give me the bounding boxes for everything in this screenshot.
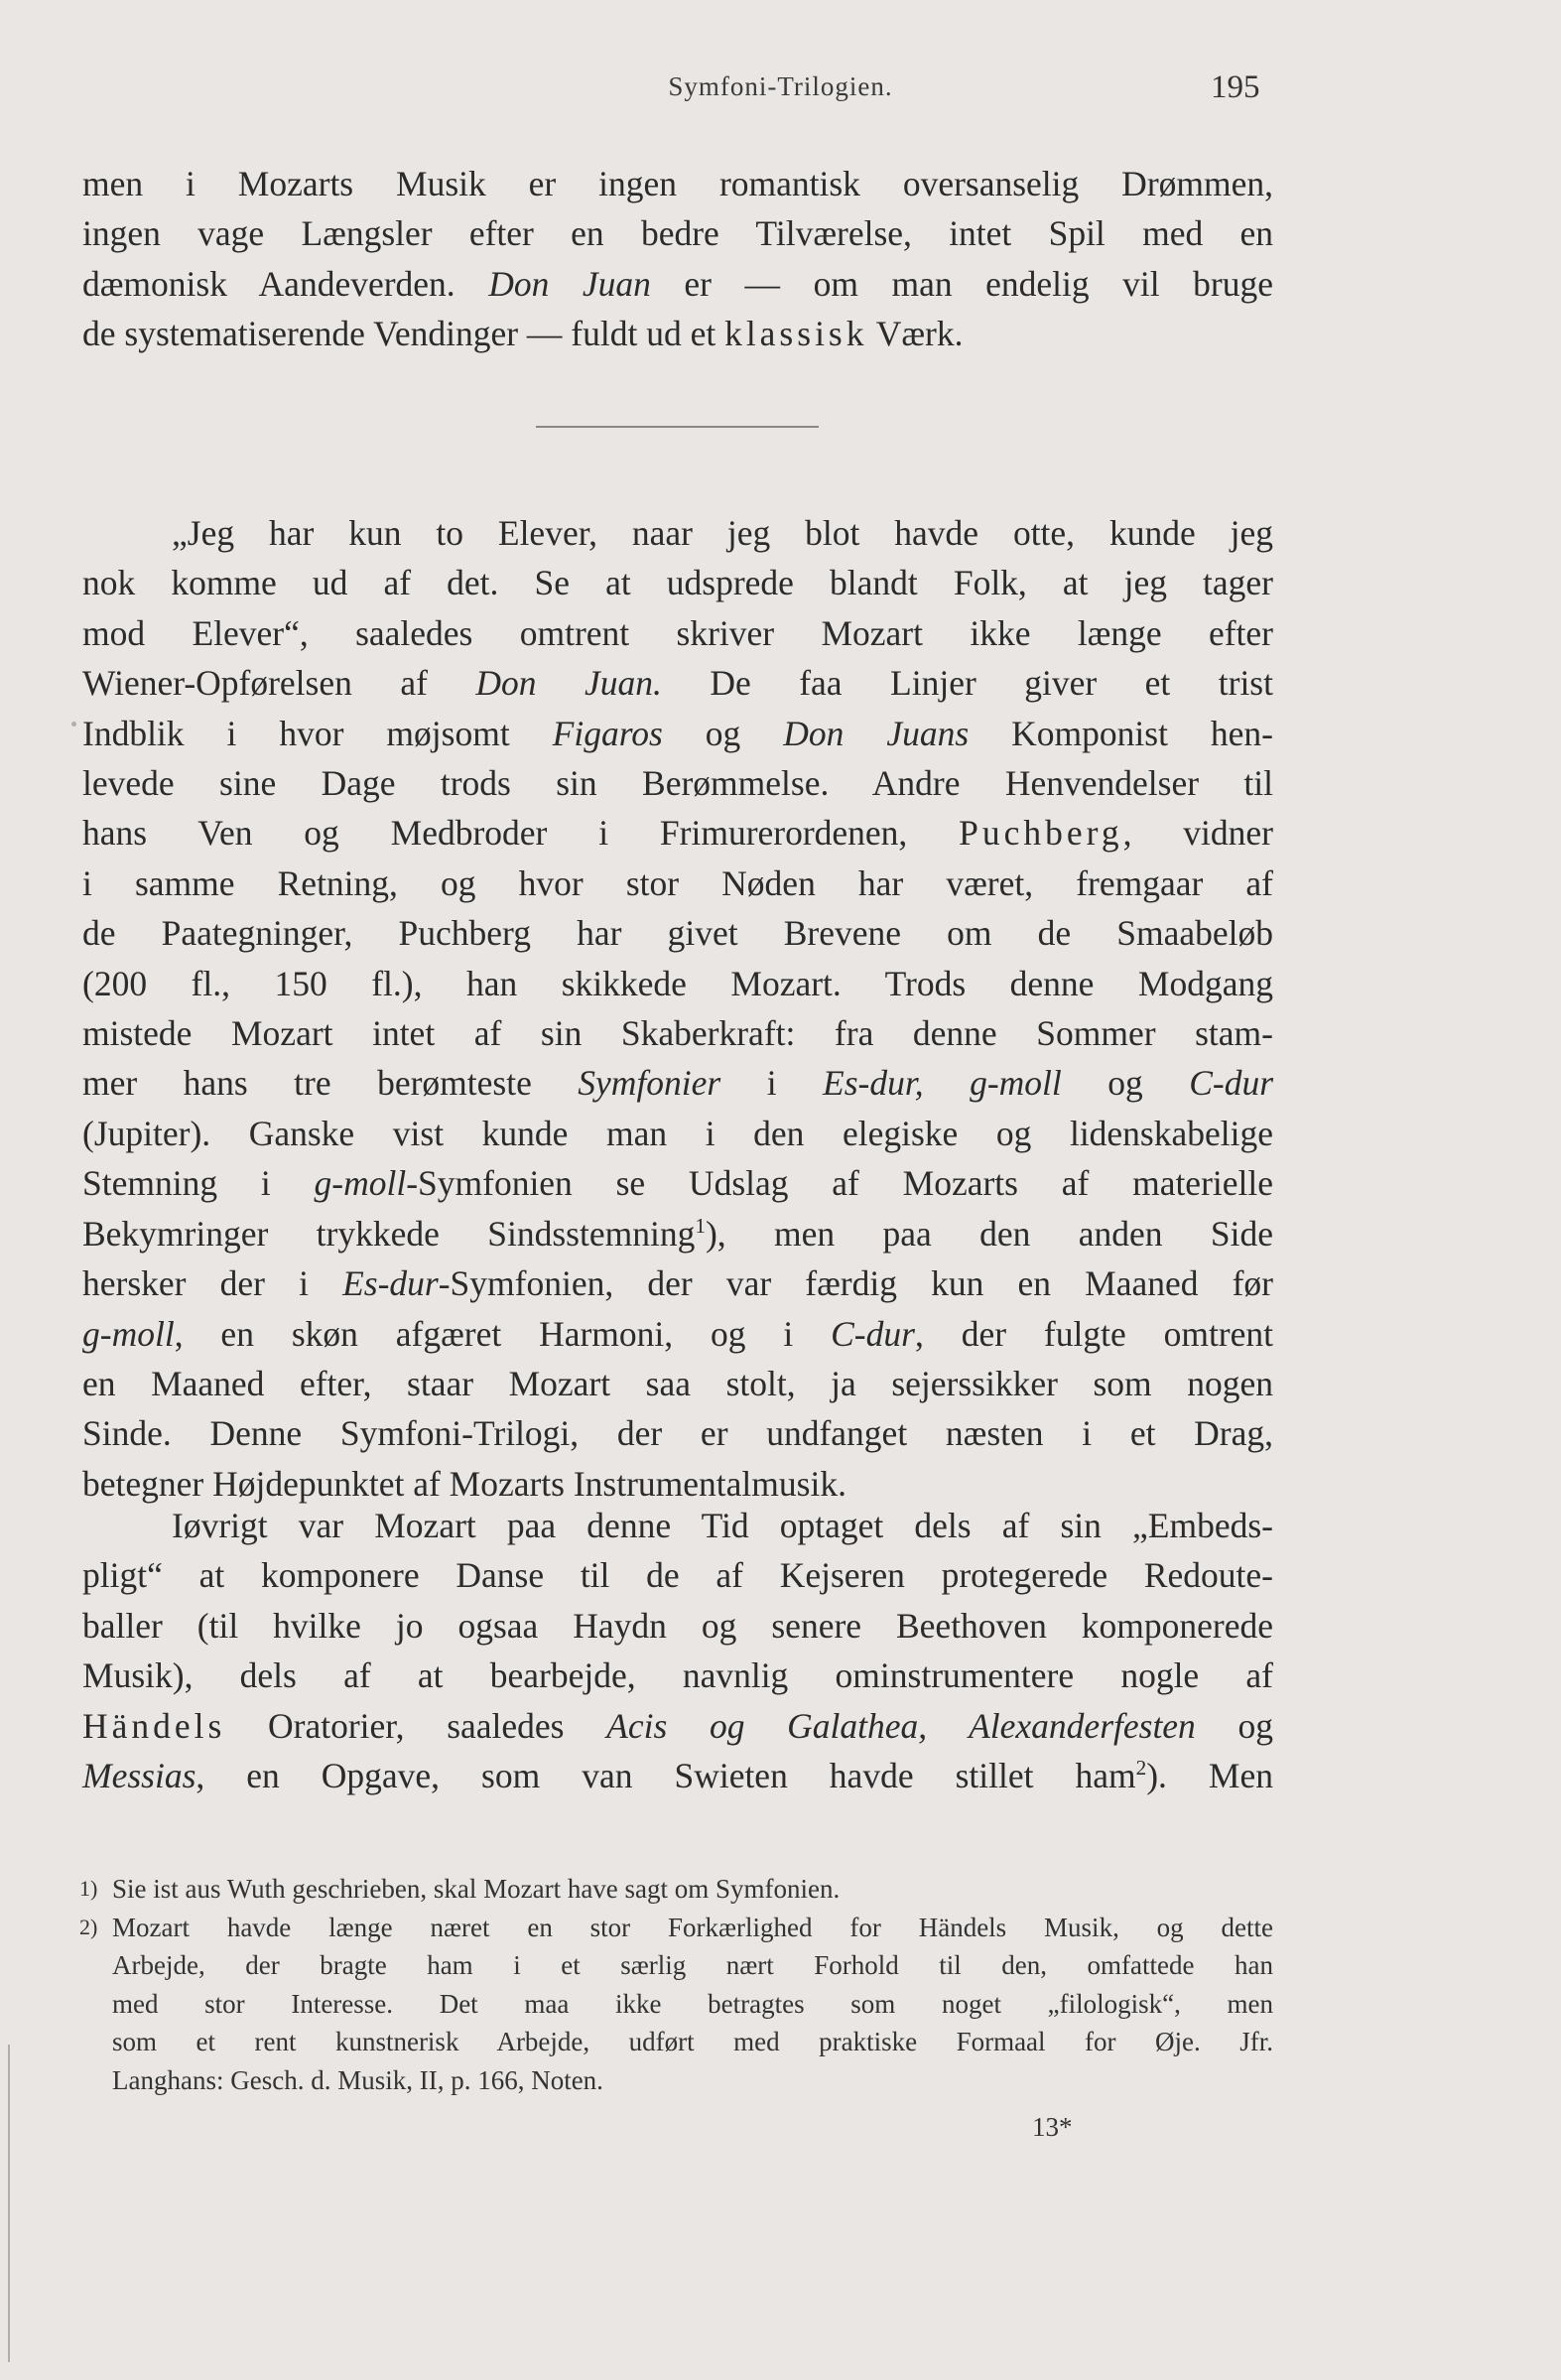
footnote-line: som et rent kunstnerisk Arbejde, udført med praktiske Formaal for Øje. Jfr. bbox=[112, 2027, 1273, 2056]
text-line: „Jeg har kun to Elever, naar jeg blot havde otte, kunde jeg bbox=[172, 513, 1273, 553]
text-span: , vidner bbox=[1122, 813, 1273, 854]
text-span: ), men paa den anden Side bbox=[705, 1213, 1274, 1254]
text-line: levede sine Dage trods sin Berømmelse. Andre Henvendelser til bbox=[82, 763, 1273, 804]
text-span: , der fulgte omtrent bbox=[914, 1313, 1273, 1354]
text-span: -Symfonien se Udslag af Mozarts af materielle bbox=[406, 1163, 1273, 1204]
italic-span: Don Juan bbox=[488, 263, 651, 304]
text-span: dæmonisk Aandeverden. bbox=[82, 263, 489, 304]
footnote bbox=[79, 1909, 1273, 2100]
text-span: hersker der i bbox=[82, 1263, 343, 1304]
text-span: Komponist hen- bbox=[969, 713, 1273, 753]
running-title: Symfoni-Trilogien. bbox=[668, 71, 893, 101]
text-line: Musik), dels af at bearbejde, navnlig ominstrumentere nogle af bbox=[82, 1655, 1273, 1696]
text-line: de Paategninger, Puchberg har givet Brevene om de Smaabeløb bbox=[82, 913, 1273, 954]
text-span: Bekymringer trykkede Sindsstemning bbox=[82, 1213, 696, 1254]
section-separator bbox=[536, 426, 819, 428]
text-span: Indblik i hvor møjsomt bbox=[82, 713, 553, 753]
page-number: 195 bbox=[1211, 69, 1260, 105]
text-line: i samme Retning, og hvor stor Nøden har været, fremgaar af bbox=[82, 862, 1273, 903]
footnote-line: med stor Interesse. Det maa ikke betragtes som noget „filologisk“, men bbox=[112, 1988, 1273, 2019]
footnote-line: Mozart havde længe næret en stor Forkærlighed for Händels Musik, og dette bbox=[112, 1912, 1273, 1942]
italic-span: Don Juans bbox=[783, 713, 970, 753]
text-line bbox=[82, 259, 1273, 309]
footnotes bbox=[79, 1870, 1273, 2099]
italic-span: C-dur bbox=[1189, 1063, 1274, 1104]
text-line bbox=[82, 658, 1273, 708]
text-span: Oratorier, saaledes bbox=[225, 1705, 607, 1746]
text-line bbox=[82, 808, 1273, 858]
text-line bbox=[82, 709, 1273, 758]
signature-mark: 13* bbox=[1032, 2112, 1073, 2142]
italic-span: C-dur bbox=[831, 1313, 915, 1354]
text-span: og bbox=[1195, 1705, 1273, 1746]
text-line: men i Mozarts Musik er ingen romantisk oversanselig Drømmen, bbox=[82, 164, 1273, 203]
text-line: ingen vage Længsler efter en bedre Tilværelse, intet Spil med en bbox=[82, 213, 1273, 254]
text-span: -Symfonien, der var færdig kun en Maaned før bbox=[438, 1263, 1273, 1304]
spaced-emphasis: Händels bbox=[82, 1705, 226, 1746]
footnote-line: Langhans: Gesch. d. Musik, II, p. 166, Noten. bbox=[112, 2064, 603, 2095]
text-span: Wiener-Opførelsen af bbox=[82, 663, 476, 704]
italic-span: Es-dur bbox=[342, 1263, 439, 1304]
text-span: , en Opgave, som van Swieten havde stillet ham bbox=[195, 1756, 1136, 1796]
text-span: og bbox=[1061, 1063, 1190, 1104]
text-line: (200 fl., 150 fl.), han skikkede Mozart. Trods denne Modgang bbox=[82, 963, 1273, 1003]
paragraph-2 bbox=[82, 508, 1273, 1509]
italic-span: Es-dur, g-moll bbox=[823, 1063, 1062, 1104]
text-span: Værk. bbox=[867, 314, 964, 354]
text-span: ). Men bbox=[1146, 1756, 1273, 1796]
text-line: baller (til hvilke jo ogsaa Haydn og senere Beethoven komponerede bbox=[82, 1605, 1273, 1646]
text-line: Iøvrigt var Mozart paa denne Tid optaget dels af sin „Embeds- bbox=[172, 1506, 1273, 1545]
text-span: mer hans tre berømteste bbox=[82, 1063, 579, 1104]
text-line: nok komme ud af det. Se at udsprede blandt Folk, at jeg tager bbox=[82, 563, 1273, 603]
text-line bbox=[82, 1209, 1273, 1258]
text-span: er — om man endelig vil bruge bbox=[650, 263, 1273, 304]
text-line bbox=[82, 1058, 1273, 1108]
paragraph-3 bbox=[82, 1501, 1273, 1800]
footnote-marker: 2) bbox=[79, 1914, 98, 1939]
text-line bbox=[82, 1158, 1273, 1208]
footnote-line: Sie ist aus Wuth geschrieben, skal Mozart have sagt om Symfonien. bbox=[112, 1874, 841, 1904]
italic-span: Symfonier bbox=[578, 1063, 721, 1104]
text-line: mistede Mozart intet af sin Skaberkraft: fra denne Sommer stam- bbox=[82, 1013, 1273, 1054]
spaced-emphasis: klassisk bbox=[724, 314, 868, 354]
italic-span: Acis og Galathea, Alexanderfesten bbox=[606, 1705, 1196, 1746]
text-line: (Jupiter). Ganske vist kunde man i den elegiske og lidenskabelige bbox=[82, 1113, 1273, 1153]
text-span: De faa Linjer giver et trist bbox=[661, 663, 1273, 704]
italic-span: Messias bbox=[82, 1756, 196, 1796]
text-span: Stemning i bbox=[82, 1163, 315, 1204]
text-line bbox=[82, 1258, 1273, 1308]
scan-edge-line bbox=[8, 2045, 10, 2362]
text-line bbox=[82, 1751, 1273, 1800]
italic-span: Don Juan. bbox=[475, 663, 662, 704]
italic-span: Figaros bbox=[552, 713, 663, 753]
text-line bbox=[82, 1309, 1273, 1359]
text-span: hans Ven og Medbroder i Frimurerordenen, bbox=[82, 813, 960, 854]
paragraph-1 bbox=[82, 159, 1273, 359]
text-line: betegner Højdepunktet af Mozarts Instrumentalmusik. bbox=[82, 1463, 846, 1504]
text-span: de systematiserende Vendinger — fuldt ud et bbox=[82, 314, 725, 354]
text-line: mod Elever“, saaledes omtrent skriver Mozart ikke længe efter bbox=[82, 612, 1273, 653]
text-line: en Maaned efter, staar Mozart saa stolt, ja sejerssikker som nogen bbox=[82, 1363, 1273, 1403]
text-line: Sinde. Denne Symfoni-Trilogi, der er undfanget næsten i et Drag, bbox=[82, 1413, 1273, 1454]
italic-span: g-moll bbox=[82, 1313, 175, 1354]
footnote bbox=[79, 1870, 1273, 1909]
footnote-line: Arbejde, der bragte ham i et særlig nært Forhold til den, omfattede han bbox=[112, 1950, 1273, 1980]
spaced-emphasis: Puchberg bbox=[959, 813, 1123, 854]
text-span: , en skøn afgæret Harmoni, og i bbox=[174, 1313, 832, 1354]
text-span: i bbox=[720, 1063, 824, 1104]
text-line bbox=[82, 309, 1273, 358]
italic-span: g-moll bbox=[314, 1163, 407, 1204]
footnote-reference: 1 bbox=[695, 1213, 706, 1238]
margin-dot bbox=[71, 722, 76, 727]
footnote-marker: 1) bbox=[79, 1876, 98, 1901]
footnote-reference: 2 bbox=[1135, 1756, 1147, 1781]
text-line bbox=[82, 1701, 1273, 1751]
text-span: og bbox=[662, 713, 784, 753]
text-line: pligt“ at komponere Danse til de af Kejseren protegerede Redoute- bbox=[82, 1555, 1273, 1596]
